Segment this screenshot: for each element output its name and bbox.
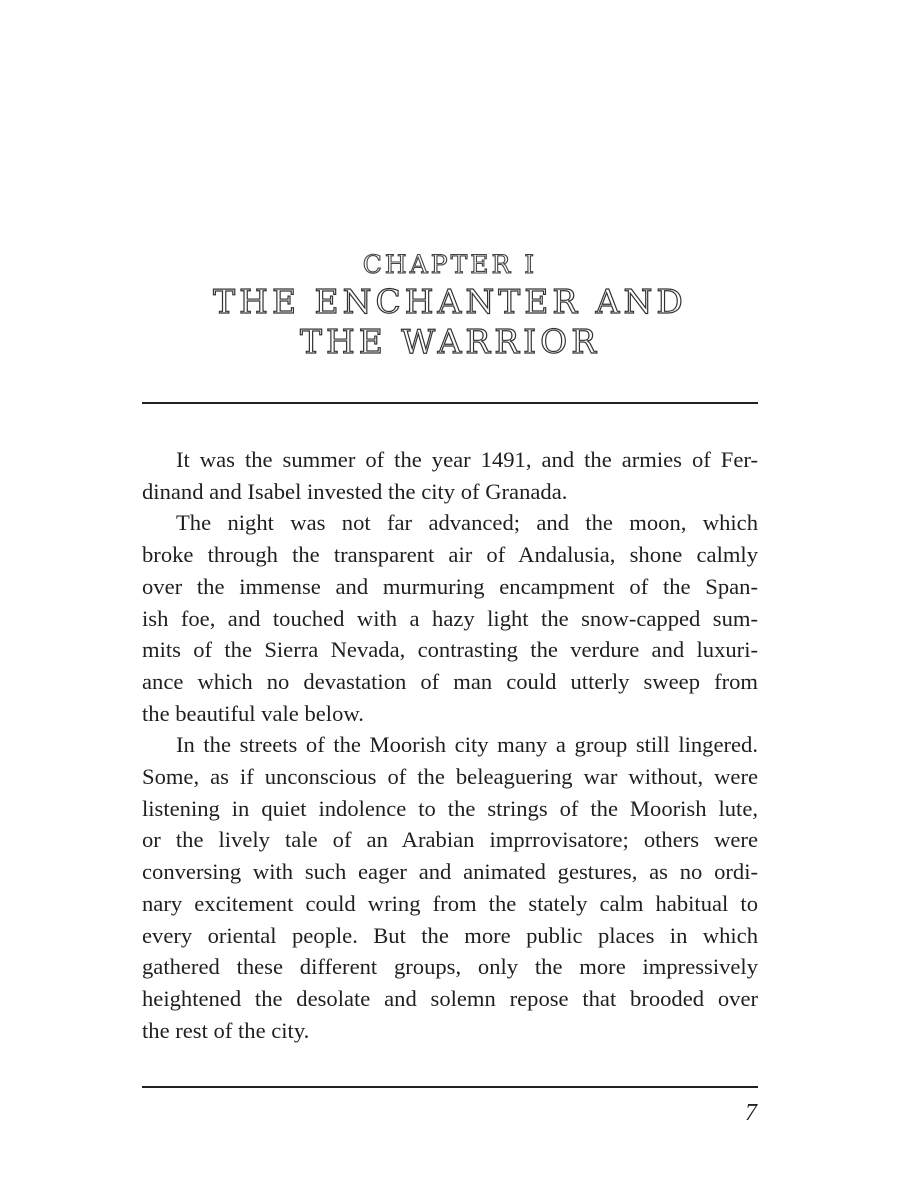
text-line: The night was not far advanced; and the moon, which	[176, 510, 758, 536]
chapter-label: CHAPTER I	[362, 250, 538, 279]
chapter-title-line-1: THE ENCHANTER AND	[213, 282, 687, 321]
chapter-title-line-2: THE WARRIOR	[299, 322, 601, 361]
text-line: Some, as if unconscious of the beleaguering war without, were	[142, 764, 758, 790]
bottom-divider	[142, 1086, 758, 1088]
text-line: the rest of the city.	[142, 1017, 310, 1043]
text-line: It was the summer of the year 1491, and the armies of Fer-	[176, 447, 758, 472]
paragraph	[142, 507, 758, 729]
text-line: gathered these different groups, only the more impressively	[142, 954, 758, 980]
text-line: nary excitement could wring from the stately calm habitual to	[142, 890, 758, 916]
text-line: conversing with such eager and animated gestures, as no ordi-	[142, 859, 758, 885]
text-line: broke through the transparent air of Andalusia, shone calmly	[142, 542, 758, 568]
text-line: the beautiful vale below.	[142, 700, 364, 726]
page-number: 7	[745, 1100, 757, 1126]
top-divider	[142, 402, 758, 404]
text-line: every oriental people. But the more public places in which	[142, 922, 758, 948]
text-line: over the immense and murmuring encampment of the Span-	[142, 573, 758, 599]
text-line: dinand and Isabel invested the city of Granada.	[142, 478, 568, 504]
text-line: In the streets of the Moorish city many a group still lingered.	[176, 732, 758, 758]
text-line: or the lively tale of an Arabian imprrovisatore; others were	[142, 827, 758, 853]
text-line: listening in quiet indolence to the strings of the Moorish lute,	[142, 795, 758, 821]
paragraph	[142, 444, 758, 507]
chapter-body	[142, 444, 758, 1046]
paragraph	[142, 729, 758, 1046]
text-line: ish foe, and touched with a hazy light the snow-capped sum-	[142, 605, 758, 631]
text-line: mits of the Sierra Nevada, contrasting the verdure and luxuri-	[142, 637, 758, 663]
text-line: ance which no devastation of man could utterly sweep from	[142, 668, 758, 694]
text-line: heightened the desolate and solemn repose that brooded over	[142, 985, 758, 1011]
chapter-heading	[0, 248, 900, 362]
